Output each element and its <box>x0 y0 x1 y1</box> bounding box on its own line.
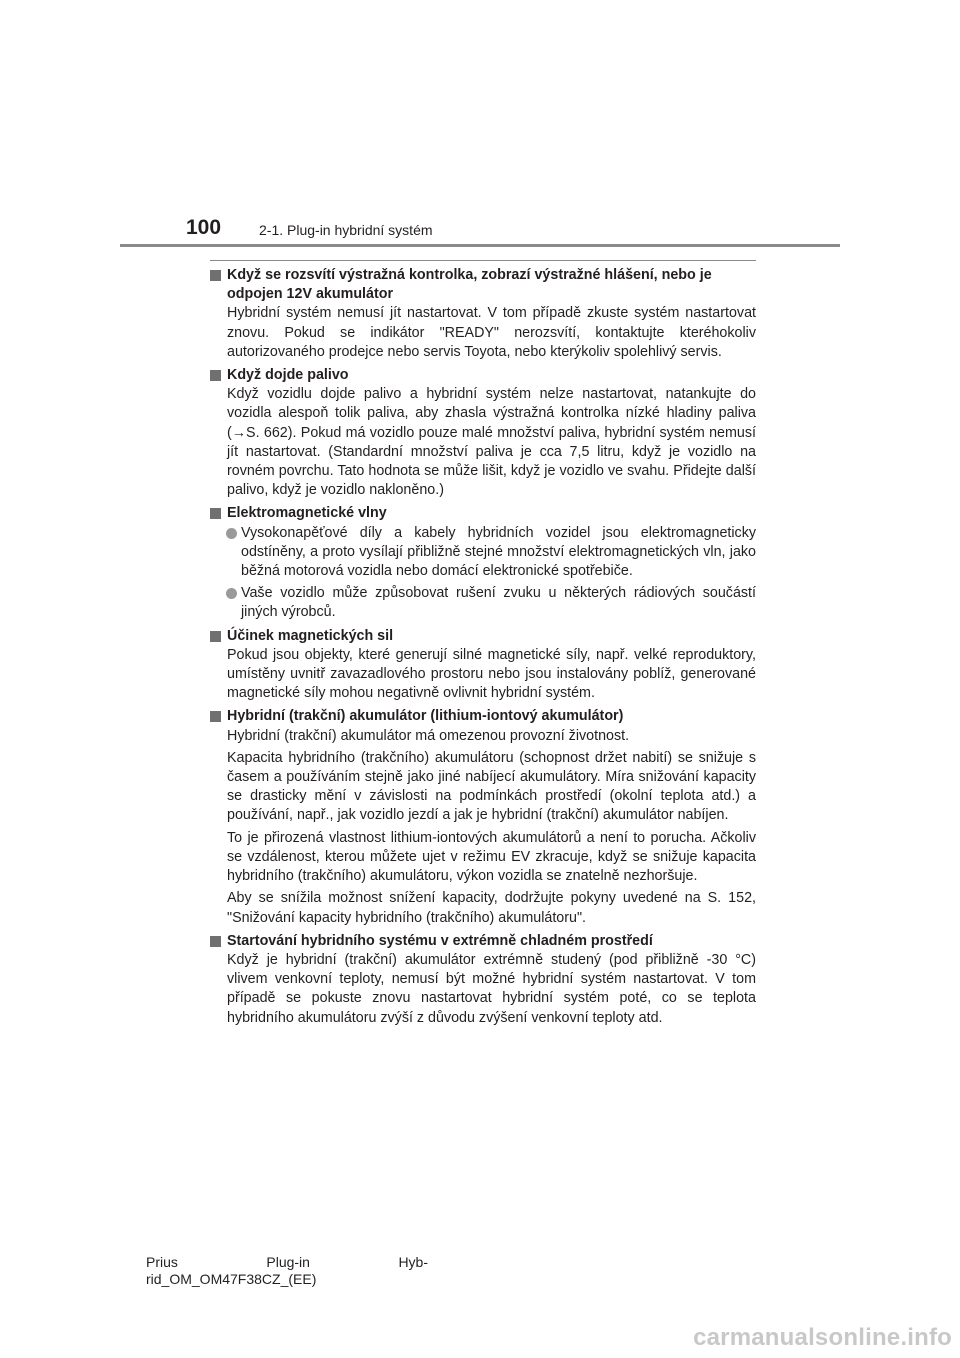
section-magnetic-forces <box>210 627 756 704</box>
paragraph: Když vozidlu dojde palivo a hybridní systém nelze nastartovat, natankujte do vozidla alespoň tolik paliva, aby zhasla výstražná kontrolka nízké hladiny paliva (→S. 662). Pokud má vozidlo pouze malé množství paliva, hybridní systém nemusí jít nastartovat. (Standardní množství paliva je cca 7,5 litru, když je vozidlo na rovném povrchu. Tato hodnota se může lišit, když je vozidlo ve svahu. Přidejte další palivo, když je vozidlo nakloněno.) <box>227 386 756 499</box>
paragraph: Kapacita hybridního (trakčního) akumulátoru (schopnost držet nabití) se snižuje s časem a používáním stejně jako jiné nabíjecí akumulátory. Míra snižování kapacity se drasticky mění v závislosti na podmínkách prostředí (okolní teplota atd.) a používání, např., jak vozidlo jezdí a jak je hybridní (trakční) akumulátor nabíjen. <box>227 749 756 824</box>
section-electromagnetic-waves <box>210 504 756 622</box>
footer-doc-code: rid_OM_OM47F38CZ_(EE) <box>146 1271 317 1287</box>
section-heading: Když se rozsvítí výstražná kontrolka, zobrazí výstražné hlášení, nebo je odpojen 12V akumulátor <box>227 267 712 303</box>
section-warning-light <box>210 266 756 362</box>
section-heading: Startování hybridního systému v extrémně chladném prostředí <box>227 932 653 949</box>
section-out-of-fuel <box>210 366 756 500</box>
section-title: 2-1. Plug-in hybridní systém <box>259 222 433 238</box>
paragraph: Hybridní systém nemusí jít nastartovat. V tom případě zkuste systém nastartovat znovu. Pokud se indikátor "READY" nerozsvítí, kontaktujte kteréhokoliv autorizovaného prodejce nebo servis Toyota, nebo kterýkoliv spolehlivý servis. <box>227 305 756 360</box>
content <box>210 266 756 1032</box>
watermark: carmanualsonline.info <box>693 1324 952 1351</box>
square-bullet-icon <box>210 270 221 281</box>
footer-word: Plug-in <box>266 1254 310 1270</box>
page-number: 100 <box>186 216 222 239</box>
section-heading: Hybridní (trakční) akumulátor (lithium-iontový akumulátor) <box>227 708 624 725</box>
section-traction-battery <box>210 707 756 927</box>
section-heading: Účinek magnetických sil <box>227 627 394 644</box>
section-cold-start <box>210 932 756 1028</box>
section-heading: Elektromagnetické vlny <box>227 505 387 522</box>
footer <box>146 1254 446 1288</box>
header-rule <box>120 244 840 247</box>
list-item: Vysokonapěťové díly a kabely hybridních vozidel jsou elektromagneticky odstíněny, a proto vysílají přibližně stejné množství elektromagnetických vln, jako běžná motorová vozidla nebo domácí elektronické spotřebiče. <box>210 524 756 582</box>
square-bullet-icon <box>210 631 221 642</box>
square-bullet-icon <box>210 508 221 519</box>
paragraph: Když je hybridní (trakční) akumulátor extrémně studený (pod přibližně -30 °C) vlivem venkovní teploty, nemusí být možné hybridní systém nastartovat. V tom případě se pokuste znovu nastartovat hybridní systém poté, co se teplota hybridního akumulátoru zvýší z důvodu zvýšení venkovní teploty atd. <box>227 951 756 1026</box>
footer-word: Prius <box>146 1254 178 1270</box>
square-bullet-icon <box>210 711 221 722</box>
content-rule <box>210 260 756 261</box>
square-bullet-icon <box>210 936 221 947</box>
footer-word: Hyb- <box>398 1254 428 1270</box>
section-heading: Když dojde palivo <box>227 367 349 384</box>
paragraph: Aby se snížila možnost snížení kapacity, dodržujte pokyny uvedené na S. 152, "Snižování kapacity hybridního (trakčního) akumulátoru". <box>227 890 756 926</box>
circle-bullet-icon <box>226 528 237 539</box>
paragraph: Pokud jsou objekty, které generují silné magnetické síly, např. velké reproduktory, umístěny uvnitř zavazadlového prostoru nebo jsou instalovány poblíž, generované magnetické síly mohou negativně ovlivnit hybridní systém. <box>227 646 756 702</box>
paragraph: Hybridní (trakční) akumulátor má omezenou provozní životnost. <box>227 727 630 744</box>
list-item: Vaše vozidlo může způsobovat rušení zvuku u některých rádiových součástí jiných výrobců. <box>210 584 756 622</box>
square-bullet-icon <box>210 370 221 381</box>
paragraph: To je přirozená vlastnost lithium-iontových akumulátorů a není to porucha. Ačkoliv se vzdálenost, kterou můžete ujet v režimu EV zkracuje, když se snižuje kapacita hybridního (trakčního) akumulátoru, výkon vozidla se znatelně nezhoršuje. <box>227 829 756 885</box>
